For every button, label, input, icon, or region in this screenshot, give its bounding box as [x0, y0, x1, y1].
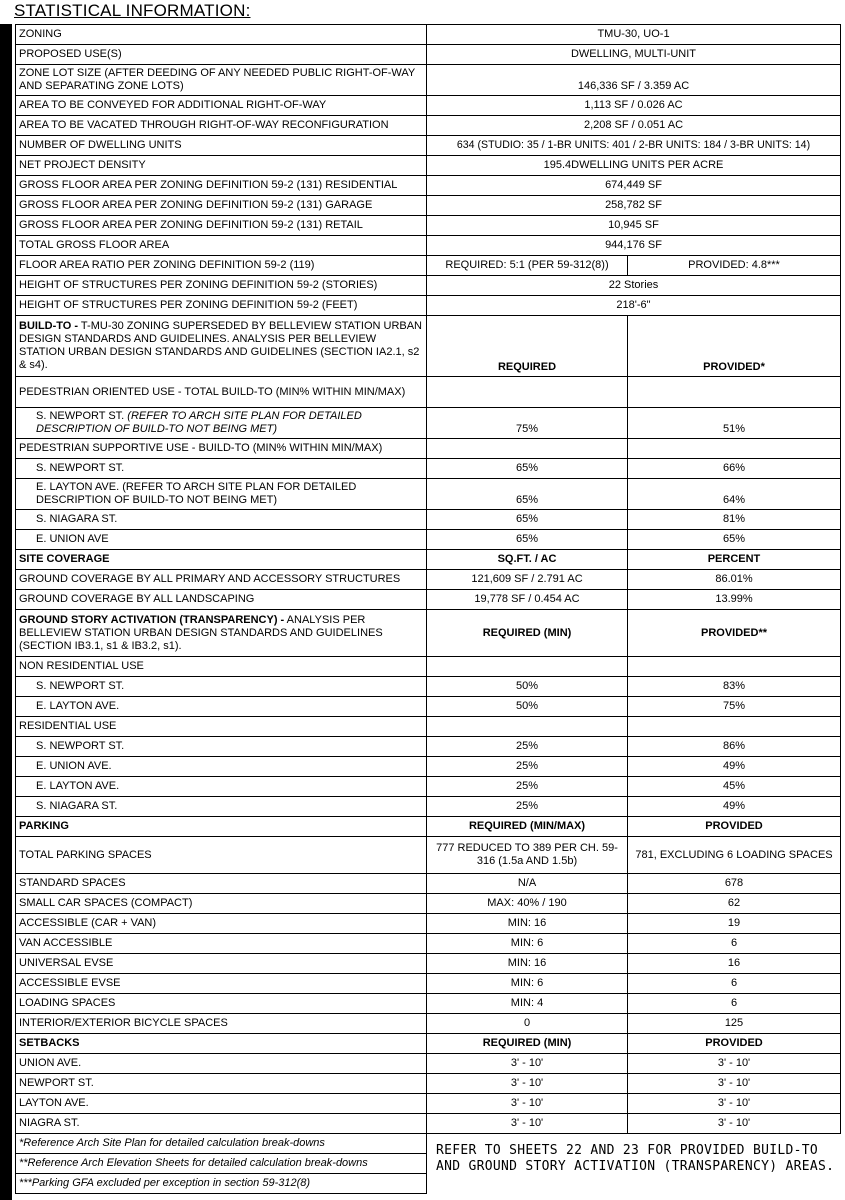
- required-value: N/A: [427, 874, 628, 894]
- far-provided: PROVIDED: 4.8***: [628, 256, 841, 276]
- required-value: 65%: [427, 510, 628, 530]
- row-label: NET PROJECT DENSITY: [16, 156, 427, 176]
- row-label: GROUND COVERAGE BY ALL PRIMARY AND ACCESSORY STRUCTURES: [16, 570, 427, 590]
- provided-value: 19: [628, 914, 841, 934]
- required-value: MIN: 4: [427, 994, 628, 1014]
- row-label: AREA TO BE CONVEYED FOR ADDITIONAL RIGHT-OF-WAY: [16, 96, 427, 116]
- table-row: [16, 994, 841, 1014]
- provided-value: 3' - 10': [628, 1054, 841, 1074]
- provided-value: 13.99%: [628, 590, 841, 610]
- row-label: ACCESSIBLE EVSE: [16, 974, 427, 994]
- table-row: [16, 156, 841, 176]
- parking-header-row: [16, 817, 841, 837]
- required-value: 25%: [427, 797, 628, 817]
- site-coverage-header-row: [16, 550, 841, 570]
- required-value: 25%: [427, 737, 628, 757]
- row-label: E. UNION AVE: [16, 530, 427, 550]
- table-row: [16, 974, 841, 994]
- section-label: PEDESTRIAN ORIENTED USE - TOTAL BUILD-TO (MIN% WITHIN MIN/MAX): [16, 377, 427, 408]
- provided-value: 49%: [628, 797, 841, 817]
- provided-value: 3' - 10': [628, 1094, 841, 1114]
- section-header: SITE COVERAGE: [16, 550, 427, 570]
- table-row: [16, 236, 841, 256]
- required-value: 25%: [427, 757, 628, 777]
- section-label: RESIDENTIAL USE: [16, 717, 427, 737]
- table-row: [16, 590, 841, 610]
- provided-value: 3' - 10': [628, 1074, 841, 1094]
- table-row: [16, 176, 841, 196]
- row-label: ACCESSIBLE (CAR + VAN): [16, 914, 427, 934]
- table-row: [16, 65, 841, 96]
- provided-value: 65%: [628, 530, 841, 550]
- setbacks-header-row: [16, 1034, 841, 1054]
- required-value: MIN: 6: [427, 934, 628, 954]
- table-row: [16, 737, 841, 757]
- build-to-provided-header: PROVIDED*: [628, 316, 841, 377]
- section-header: PARKING: [16, 817, 427, 837]
- row-label: S. NEWPORT ST.: [16, 677, 427, 697]
- table-row: [16, 1114, 841, 1134]
- column-header: PROVIDED: [628, 817, 841, 837]
- row-label: TOTAL PARKING SPACES: [16, 837, 427, 874]
- row-value: 146,336 SF / 3.359 AC: [427, 65, 841, 96]
- provided-value: 51%: [628, 408, 841, 439]
- row-label: E. LAYTON AVE.: [16, 777, 427, 797]
- required-value: 50%: [427, 677, 628, 697]
- row-label: AREA TO BE VACATED THROUGH RIGHT-OF-WAY RECONFIGURATION: [16, 116, 427, 136]
- required-value: 19,778 SF / 0.454 AC: [427, 590, 628, 610]
- table-row: [16, 757, 841, 777]
- provided-value: 86%: [628, 737, 841, 757]
- table-row: [16, 479, 841, 510]
- provided-value: 45%: [628, 777, 841, 797]
- column-header: PROVIDED: [628, 1034, 841, 1054]
- table-row: [16, 296, 841, 316]
- table-row: [16, 954, 841, 974]
- required-value: 777 REDUCED TO 389 PER CH. 59-316 (1.5a AND 1.5b): [427, 837, 628, 874]
- table-row: [16, 196, 841, 216]
- row-label: UNION AVE.: [16, 1054, 427, 1074]
- required-value: 3' - 10': [427, 1074, 628, 1094]
- table-row: [16, 1094, 841, 1114]
- activation-header-row: [16, 610, 841, 657]
- table-row: [16, 216, 841, 236]
- required-value: 0: [427, 1014, 628, 1034]
- required-value: 50%: [427, 697, 628, 717]
- row-label: S. NEWPORT ST. (REFER TO ARCH SITE PLAN FOR DETAILED DESCRIPTION OF BUILD-TO NOT BEING MET): [16, 408, 427, 439]
- row-label: ZONING: [16, 25, 427, 45]
- provided-value: 781, EXCLUDING 6 LOADING SPACES: [628, 837, 841, 874]
- row-label: S. NEWPORT ST.: [16, 459, 427, 479]
- table-row: [16, 657, 841, 677]
- section-label: PEDESTRIAN SUPPORTIVE USE - BUILD-TO (MIN% WITHIN MIN/MAX): [16, 439, 427, 459]
- build-to-header-row: [16, 316, 841, 377]
- table-row: [16, 777, 841, 797]
- provided-value: 81%: [628, 510, 841, 530]
- row-label: E. UNION AVE.: [16, 757, 427, 777]
- provided-value: 6: [628, 974, 841, 994]
- required-value: 65%: [427, 530, 628, 550]
- row-value: 944,176 SF: [427, 236, 841, 256]
- section-header: SETBACKS: [16, 1034, 427, 1054]
- column-header: SQ.FT. / AC: [427, 550, 628, 570]
- required-value: 3' - 10': [427, 1094, 628, 1114]
- required-value: 65%: [427, 459, 628, 479]
- required-value: MIN: 16: [427, 954, 628, 974]
- provided-value: 75%: [628, 697, 841, 717]
- row-label: E. LAYTON AVE.: [16, 697, 427, 717]
- column-header: REQUIRED (MIN/MAX): [427, 817, 628, 837]
- table-row: [16, 1014, 841, 1034]
- footnote-row: [16, 1174, 841, 1194]
- row-value: 258,782 SF: [427, 196, 841, 216]
- row-label: SMALL CAR SPACES (COMPACT): [16, 894, 427, 914]
- row-label: NIAGRA ST.: [16, 1114, 427, 1134]
- table-row: [16, 1074, 841, 1094]
- row-label: FLOOR AREA RATIO PER ZONING DEFINITION 59-2 (119): [16, 256, 427, 276]
- row-label: UNIVERSAL EVSE: [16, 954, 427, 974]
- row-label: GROUND COVERAGE BY ALL LANDSCAPING: [16, 590, 427, 610]
- table-row: [16, 797, 841, 817]
- row-label: S. NIAGARA ST.: [16, 797, 427, 817]
- table-row: [16, 914, 841, 934]
- row-label: GROSS FLOOR AREA PER ZONING DEFINITION 59-2 (131) GARAGE: [16, 196, 427, 216]
- page-title: STATISTICAL INFORMATION:: [14, 1, 251, 20]
- row-label: S. NIAGARA ST.: [16, 510, 427, 530]
- row-value: 634 (STUDIO: 35 / 1-BR UNITS: 401 / 2-BR UNITS: 184 / 3-BR UNITS: 14): [427, 136, 841, 156]
- row-value: 218'-6": [427, 296, 841, 316]
- row-value: 195.4DWELLING UNITS PER ACRE: [427, 156, 841, 176]
- table-row: [16, 530, 841, 550]
- table-row: [16, 570, 841, 590]
- required-value: 65%: [427, 479, 628, 510]
- row-value: 2,208 SF / 0.051 AC: [427, 116, 841, 136]
- row-label: E. LAYTON AVE. (REFER TO ARCH SITE PLAN FOR DETAILED DESCRIPTION OF BUILD-TO NOT BEING MET): [16, 479, 427, 510]
- required-value: 25%: [427, 777, 628, 797]
- table-row: [16, 377, 841, 408]
- table-row: [16, 717, 841, 737]
- row-label: NUMBER OF DWELLING UNITS: [16, 136, 427, 156]
- build-to-required-header: REQUIRED: [427, 316, 628, 377]
- required-value: MAX: 40% / 190: [427, 894, 628, 914]
- provided-value: 62: [628, 894, 841, 914]
- table-row: [16, 837, 841, 874]
- build-to-description: [16, 316, 427, 377]
- row-label: HEIGHT OF STRUCTURES PER ZONING DEFINITION 59-2 (FEET): [16, 296, 427, 316]
- row-value: 22 Stories: [427, 276, 841, 296]
- table-row: [16, 697, 841, 717]
- provided-value: 6: [628, 934, 841, 954]
- column-header: PROVIDED**: [628, 610, 841, 657]
- row-label: STANDARD SPACES: [16, 874, 427, 894]
- row-value: 10,945 SF: [427, 216, 841, 236]
- table-row: [16, 459, 841, 479]
- provided-value: 678: [628, 874, 841, 894]
- build-to-text: T-MU-30 ZONING SUPERSEDED BY BELLEVIEW STATION URBAN DESIGN STANDARDS AND GUIDELINES. ANALYSIS PER BELLEVIEW STATION URBAN DESIGN STANDARDS AND GUIDELINES (SECTION IA2.1, s2 & s4).: [19, 320, 422, 371]
- left-border-bar: [0, 24, 12, 1200]
- footnote: **Reference Arch Elevation Sheets for detailed calculation break-downs: [16, 1154, 427, 1174]
- required-value: 75%: [427, 408, 628, 439]
- row-label: S. NEWPORT ST.: [16, 737, 427, 757]
- table-row: [16, 116, 841, 136]
- row-label: INTERIOR/EXTERIOR BICYCLE SPACES: [16, 1014, 427, 1034]
- table-row: [16, 874, 841, 894]
- provided-value: 16: [628, 954, 841, 974]
- activation-text: ANALYSIS PER BELLEVIEW STATION URBAN DESIGN STANDARDS AND GUIDELINES (SECTION IB3.1, s1 & IB3.2, s1).: [19, 613, 383, 652]
- statistical-table: [15, 24, 841, 1194]
- table-row: [16, 934, 841, 954]
- activation-description: [16, 610, 427, 657]
- row-value: DWELLING, MULTI-UNIT: [427, 45, 841, 65]
- section-label: NON RESIDENTIAL USE: [16, 657, 427, 677]
- row-label: HEIGHT OF STRUCTURES PER ZONING DEFINITION 59-2 (STORIES): [16, 276, 427, 296]
- table-row: [16, 408, 841, 439]
- table-row: [16, 276, 841, 296]
- activation-title: GROUND STORY ACTIVATION (TRANSPARENCY) -: [19, 613, 285, 626]
- table-row: [16, 45, 841, 65]
- table-row: [16, 96, 841, 116]
- row-label: LAYTON AVE.: [16, 1094, 427, 1114]
- table-row: [16, 510, 841, 530]
- table-row: [16, 136, 841, 156]
- far-required: REQUIRED: 5:1 (PER 59-312(8)): [427, 256, 628, 276]
- table-row: [16, 256, 841, 276]
- required-value: MIN: 16: [427, 914, 628, 934]
- provided-value: 3' - 10': [628, 1114, 841, 1134]
- table-row: [16, 439, 841, 459]
- provided-value: 86.01%: [628, 570, 841, 590]
- required-value: 3' - 10': [427, 1054, 628, 1074]
- provided-value: 125: [628, 1014, 841, 1034]
- row-label: GROSS FLOOR AREA PER ZONING DEFINITION 59-2 (131) RETAIL: [16, 216, 427, 236]
- row-value: TMU-30, UO-1: [427, 25, 841, 45]
- footnote: ***Parking GFA excluded per exception in section 59-312(8): [16, 1174, 427, 1194]
- build-to-title: BUILD-TO -: [19, 320, 79, 332]
- provided-value: 66%: [628, 459, 841, 479]
- row-label: GROSS FLOOR AREA PER ZONING DEFINITION 59-2 (131) RESIDENTIAL: [16, 176, 427, 196]
- row-value: 674,449 SF: [427, 176, 841, 196]
- sheet-reference-note: REFER TO SHEETS 22 AND 23 FOR PROVIDED BUILD-TO AND GROUND STORY ACTIVATION (TRANSPARENCY) AREAS.: [436, 1143, 835, 1174]
- provided-value: 83%: [628, 677, 841, 697]
- row-label: NEWPORT ST.: [16, 1074, 427, 1094]
- row-value: 1,113 SF / 0.026 AC: [427, 96, 841, 116]
- required-value: 3' - 10': [427, 1114, 628, 1134]
- table-row: [16, 1054, 841, 1074]
- required-value: MIN: 6: [427, 974, 628, 994]
- table-row: [16, 677, 841, 697]
- row-label: LOADING SPACES: [16, 994, 427, 1014]
- table-row: [16, 894, 841, 914]
- row-label: TOTAL GROSS FLOOR AREA: [16, 236, 427, 256]
- provided-value: 6: [628, 994, 841, 1014]
- provided-value: 49%: [628, 757, 841, 777]
- row-label: ZONE LOT SIZE (AFTER DEEDING OF ANY NEEDED PUBLIC RIGHT-OF-WAY AND SEPARATING ZONE LOTS): [16, 65, 427, 96]
- footnote: *Reference Arch Site Plan for detailed calculation break-downs: [16, 1134, 427, 1154]
- column-header: PERCENT: [628, 550, 841, 570]
- row-label: PROPOSED USE(S): [16, 45, 427, 65]
- provided-value: 64%: [628, 479, 841, 510]
- required-value: 121,609 SF / 2.791 AC: [427, 570, 628, 590]
- column-header: REQUIRED (MIN): [427, 610, 628, 657]
- table-row: [16, 25, 841, 45]
- column-header: REQUIRED (MIN): [427, 1034, 628, 1054]
- row-label: VAN ACCESSIBLE: [16, 934, 427, 954]
